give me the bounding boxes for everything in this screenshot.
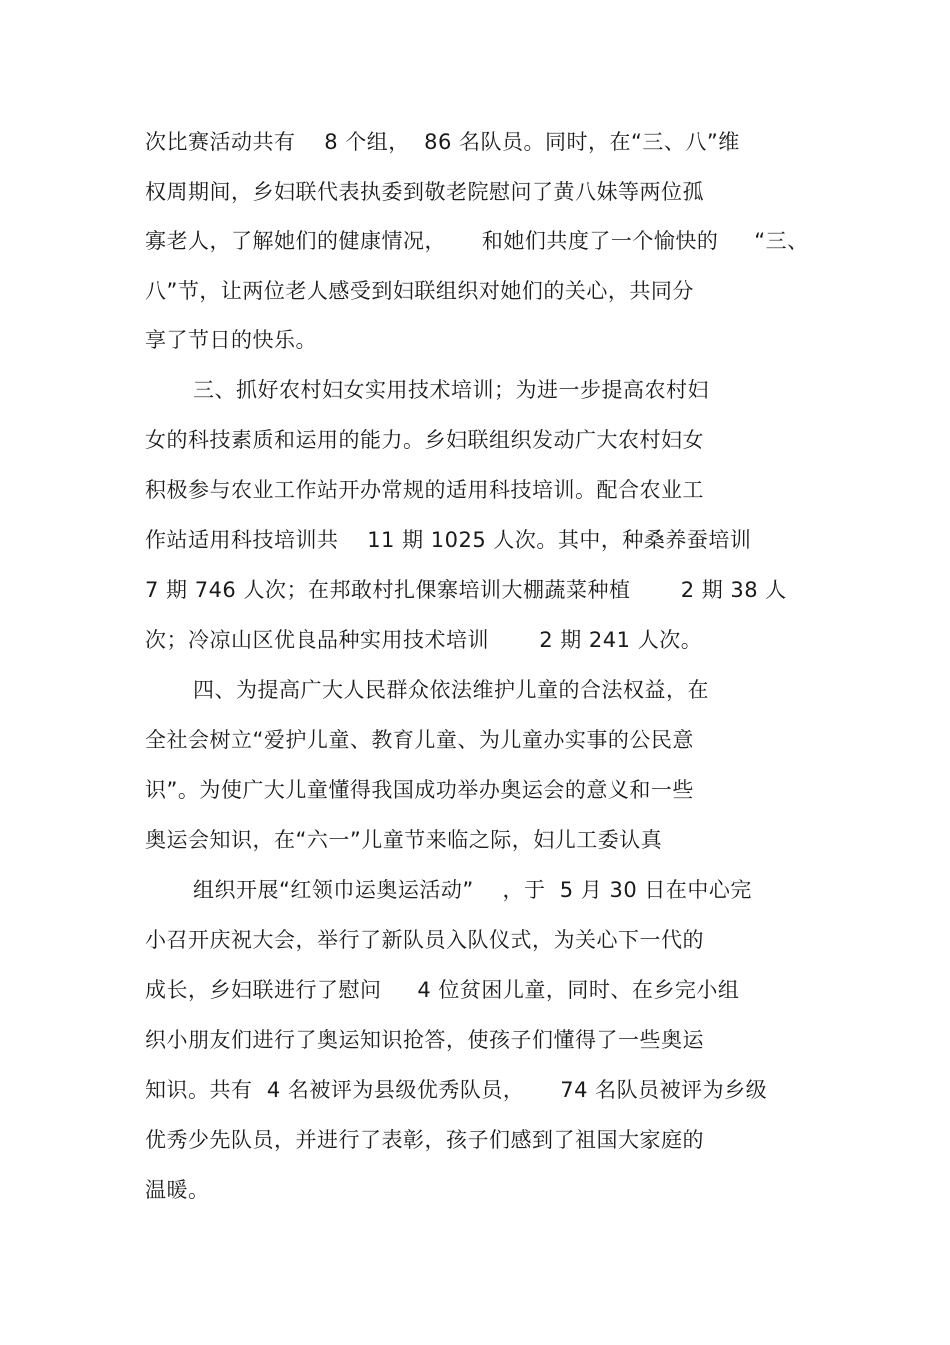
text-line: 寡老人，了解她们的健康情况， 和她们共度了一个愉快的 “三、 [145, 229, 809, 253]
text-line: 织小朋友们进行了奥运知识抢答，使孩子们懂得了一些奥运 [145, 1028, 704, 1052]
text-line: 次比赛活动共有 8 个组， 86 名队员。同时，在“三、八”维 [145, 130, 740, 154]
text-line: 温暖。 [145, 1178, 210, 1202]
text-line: 享了节日的快乐。 [145, 328, 317, 352]
text-line: 积极参与农业工作站开办常规的适用科技培训。配合农业工 [145, 478, 704, 502]
text-line: 次；冷凉山区优良品种实用技术培训 2 期 241 人次。 [145, 628, 703, 652]
text-line: 奥运会知识，在“六一”儿童节来临之际，妇儿工委认真 [145, 828, 663, 852]
paragraph-start-line: 四、为提高广大人民群众依法维护儿童的合法权益，在 [193, 678, 709, 702]
paragraph-start-line: 组织开展“红领巾运奥运活动” ，于 5 月 30 日在中心完 [193, 878, 752, 902]
text-line: 成长，乡妇联进行了慰问 4 位贫困儿童，同时、在乡完小组 [145, 978, 740, 1002]
text-line: 作站适用科技培训共 11 期 1025 人次。其中，种桑养蚕培训 [145, 528, 752, 552]
text-line: 八”节，让两位老人感受到妇联组织对她们的关心，共同分 [145, 279, 694, 303]
paragraph-start-line: 三、抓好农村妇女实用技术培训；为进一步提高农村妇 [193, 378, 709, 402]
text-line: 优秀少先队员，并进行了表彰，孩子们感到了祖国大家庭的 [145, 1128, 704, 1152]
text-line: 小召开庆祝大会，举行了新队员入队仪式，为关心下一代的 [145, 928, 704, 952]
text-line: 权周期间，乡妇联代表执委到敬老院慰问了黄八妹等两位孤 [145, 180, 704, 204]
text-line: 知识。共有 4 名被评为县级优秀队员， 74 名队员被评为乡级 [145, 1078, 768, 1102]
text-line: 识”。为使广大儿童懂得我国成功举办奥运会的意义和一些 [145, 778, 694, 802]
text-line: 全社会树立“爱护儿童、教育儿童、为儿童办实事的公民意 [145, 728, 694, 752]
text-line: 7 期 746 人次；在邦敢村扎倮寨培训大棚蔬菜种植 2 期 38 人 [145, 578, 787, 602]
text-line: 女的科技素质和运用的能力。乡妇联组织发动广大农村妇女 [145, 428, 704, 452]
